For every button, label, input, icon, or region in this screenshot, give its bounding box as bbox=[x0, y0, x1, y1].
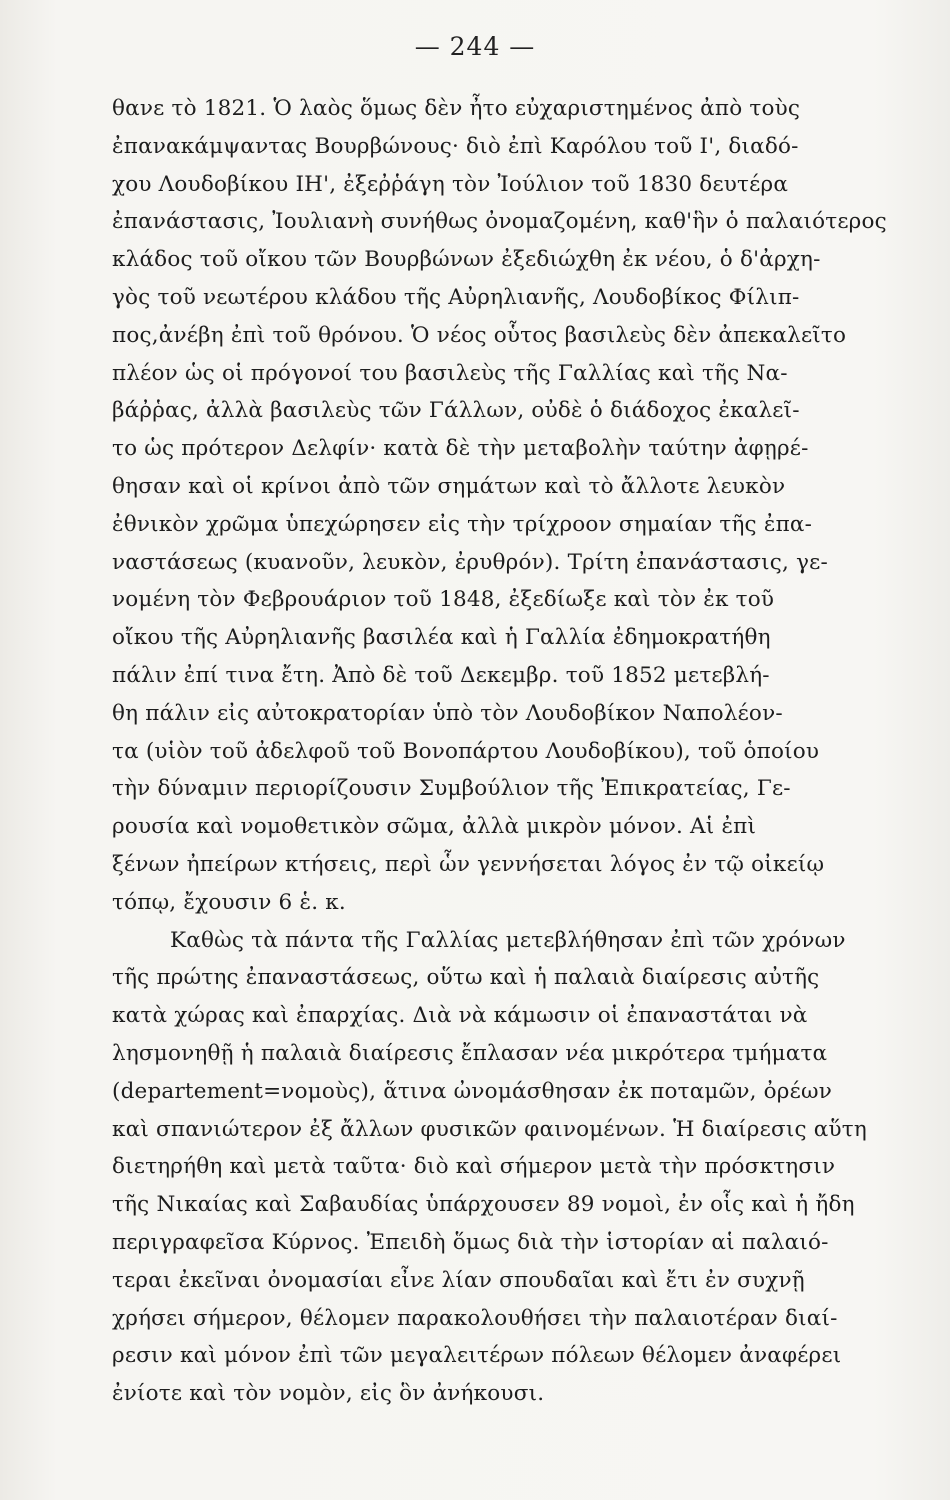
text-line: θη πάλιν εἰς αὐτοκρατορίαν ὑπὸ τὸν Λουδοβίκον Ναπολέον- bbox=[112, 700, 783, 726]
text-line: ρεσιν καὶ μόνον ἐπὶ τῶν μεγαλειτέρων πόλεων θέλομεν ἀναφέρει bbox=[112, 1343, 842, 1369]
paragraph-start-line: Καθὼς τὰ πάντα τῆς Γαλλίας μετεβλήθησαν ἐπὶ τῶν χρόνων bbox=[170, 927, 846, 953]
text-line: ἐπανάστασις, Ἰουλιανὴ συνήθως ὀνομαζομένη, καθ'ἣν ὁ παλαιότερος bbox=[112, 209, 887, 235]
text-line: χου Λουδοβίκου ΙΗ', ἐξεῤῥάγη τὸν Ἰούλιον τοῦ 1830 δευτέρα bbox=[112, 171, 789, 197]
text-line: τῆς πρώτης ἐπαναστάσεως, οὕτω καὶ ἡ παλαιὰ διαίρεσις αὐτῆς bbox=[112, 965, 820, 991]
text-line: πλέον ὡς οἱ πρόγονοί του βασιλεὺς τῆς Γαλλίας καὶ τῆς Να- bbox=[112, 360, 788, 386]
text-line: περιγραφεῖσα Κύρνος. Ἐπειδὴ ὅμως διὰ τὴν ἱστορίαν αἱ παλαιό- bbox=[112, 1229, 829, 1255]
page-number: — 244 — bbox=[414, 32, 536, 61]
body-text bbox=[112, 90, 907, 1413]
text-line: καὶ σπανιώτερον ἐξ ἄλλων φυσικῶν φαινομένων. Ἡ διαίρεσις αὕτη bbox=[112, 1116, 867, 1142]
text-line: θησαν καὶ οἱ κρίνοι ἀπὸ τῶν σημάτων καὶ τὸ ἄλλοτε λευκὸν bbox=[112, 473, 786, 499]
text-line: (departement=νομοὺς), ἅτινα ὠνομάσθησαν ἐκ ποταμῶν, ὀρέων bbox=[112, 1078, 832, 1104]
text-line: τα (υἱὸν τοῦ ἀδελφοῦ τοῦ Βονοπάρτου Λουδοβίκου), τοῦ ὁποίου bbox=[112, 738, 820, 764]
text-line: τόπῳ, ἔχουσιν 6 ἑ. κ. bbox=[112, 889, 346, 915]
text-line: το ὡς πρότερον Δελφίν· κατὰ δὲ τὴν μεταβολὴν ταύτην ἀφῃρέ- bbox=[112, 436, 809, 462]
text-line: ἐνίοτε καὶ τὸν νομὸν, εἰς ὃν ἀνήκουσι. bbox=[112, 1381, 545, 1407]
text-line: ρουσία καὶ νομοθετικὸν σῶμα, ἀλλὰ μικρὸν μόνον. Αἱ ἐπὶ bbox=[112, 814, 757, 840]
text-line: νομένη τὸν Φεβρουάριον τοῦ 1848, ἐξεδίωξε καὶ τὸν ἐκ τοῦ bbox=[112, 587, 775, 613]
text-line: γὸς τοῦ νεωτέρου κλάδου τῆς Αὐρηλιανῆς, Λουδοβίκος Φίλιπ- bbox=[112, 284, 800, 310]
text-line: πος,ἀνέβη ἐπὶ τοῦ θρόνου. Ὁ νέος οὗτος βασιλεὺς δὲν ἀπεκαλεῖτο bbox=[112, 322, 847, 348]
text-line: θανε τὸ 1821. Ὁ λαὸς ὅμως δὲν ἦτο εὐχαριστημένος ἀπὸ τοὺς bbox=[112, 96, 801, 121]
text-line: ναστάσεως (κυανοῦν, λευκὸν, ἐρυθρόν). Τρίτη ἐπανάστασις, γε- bbox=[112, 549, 828, 575]
text-line: κλάδος τοῦ οἴκου τῶν Βουρβώνων ἐξεδιώχθη ἐκ νέου, ὁ δ'ἀρχη- bbox=[112, 247, 821, 273]
text-line: τὴν δύναμιν περιορίζουσιν Συμβούλιον τῆς Ἐπικρατείας, Γε- bbox=[112, 776, 791, 802]
text-line: ἐπανακάμψαντας Βουρβώνους· διὸ ἐπὶ Καρόλου τοῦ Ι', διαδό- bbox=[112, 133, 799, 159]
text-line: βάῤῥας, ἀλλὰ βασιλεὺς τῶν Γάλλων, οὐδὲ ὁ διάδοχος ἐκαλεῖ- bbox=[112, 398, 800, 424]
text-line: τῆς Νικαίας καὶ Σαβαυδίας ὑπάρχουσεν 89 νομοὶ, ἐν οἷς καὶ ἡ ἤδη bbox=[112, 1192, 855, 1218]
text-line: λησμονηθῇ ἡ παλαιὰ διαίρεσις ἔπλασαν νέα μικρότερα τμήματα bbox=[112, 1040, 828, 1066]
text-line: πάλιν ἐπί τινα ἔτη. Ἀπὸ δὲ τοῦ Δεκεμβρ. τοῦ 1852 μετεβλή- bbox=[112, 662, 770, 688]
text-line: διετηρήθη καὶ μετὰ ταῦτα· διὸ καὶ σήμερον μετὰ τὴν πρόσκτησιν bbox=[112, 1154, 836, 1180]
text-line: τεραι ἐκεῖναι ὀνομασίαι εἶνε λίαν σπουδαῖαι καὶ ἔτι ἐν συχνῇ bbox=[112, 1267, 805, 1293]
text-line: χρήσει σήμερον, θέλομεν παρακολουθήσει τὴν παλαιοτέραν διαί- bbox=[112, 1305, 838, 1331]
text-line: κατὰ χώρας καὶ ἐπαρχίας. Διὰ νὰ κάμωσιν οἱ ἐπαναστάται νὰ bbox=[112, 1003, 808, 1029]
text-line: ἐθνικὸν χρῶμα ὑπεχώρησεν εἰς τὴν τρίχροον σημαίαν τῆς ἐπα- bbox=[112, 511, 813, 537]
text-line: ξένων ἠπείρων κτήσεις, περὶ ὧν γεννήσεται λόγος ἐν τῷ οἰκείῳ bbox=[112, 851, 825, 877]
text-line: οἴκου τῆς Αὐρηλιανῆς βασιλέα καὶ ἡ Γαλλία ἐδημοκρατήθη bbox=[112, 625, 771, 651]
